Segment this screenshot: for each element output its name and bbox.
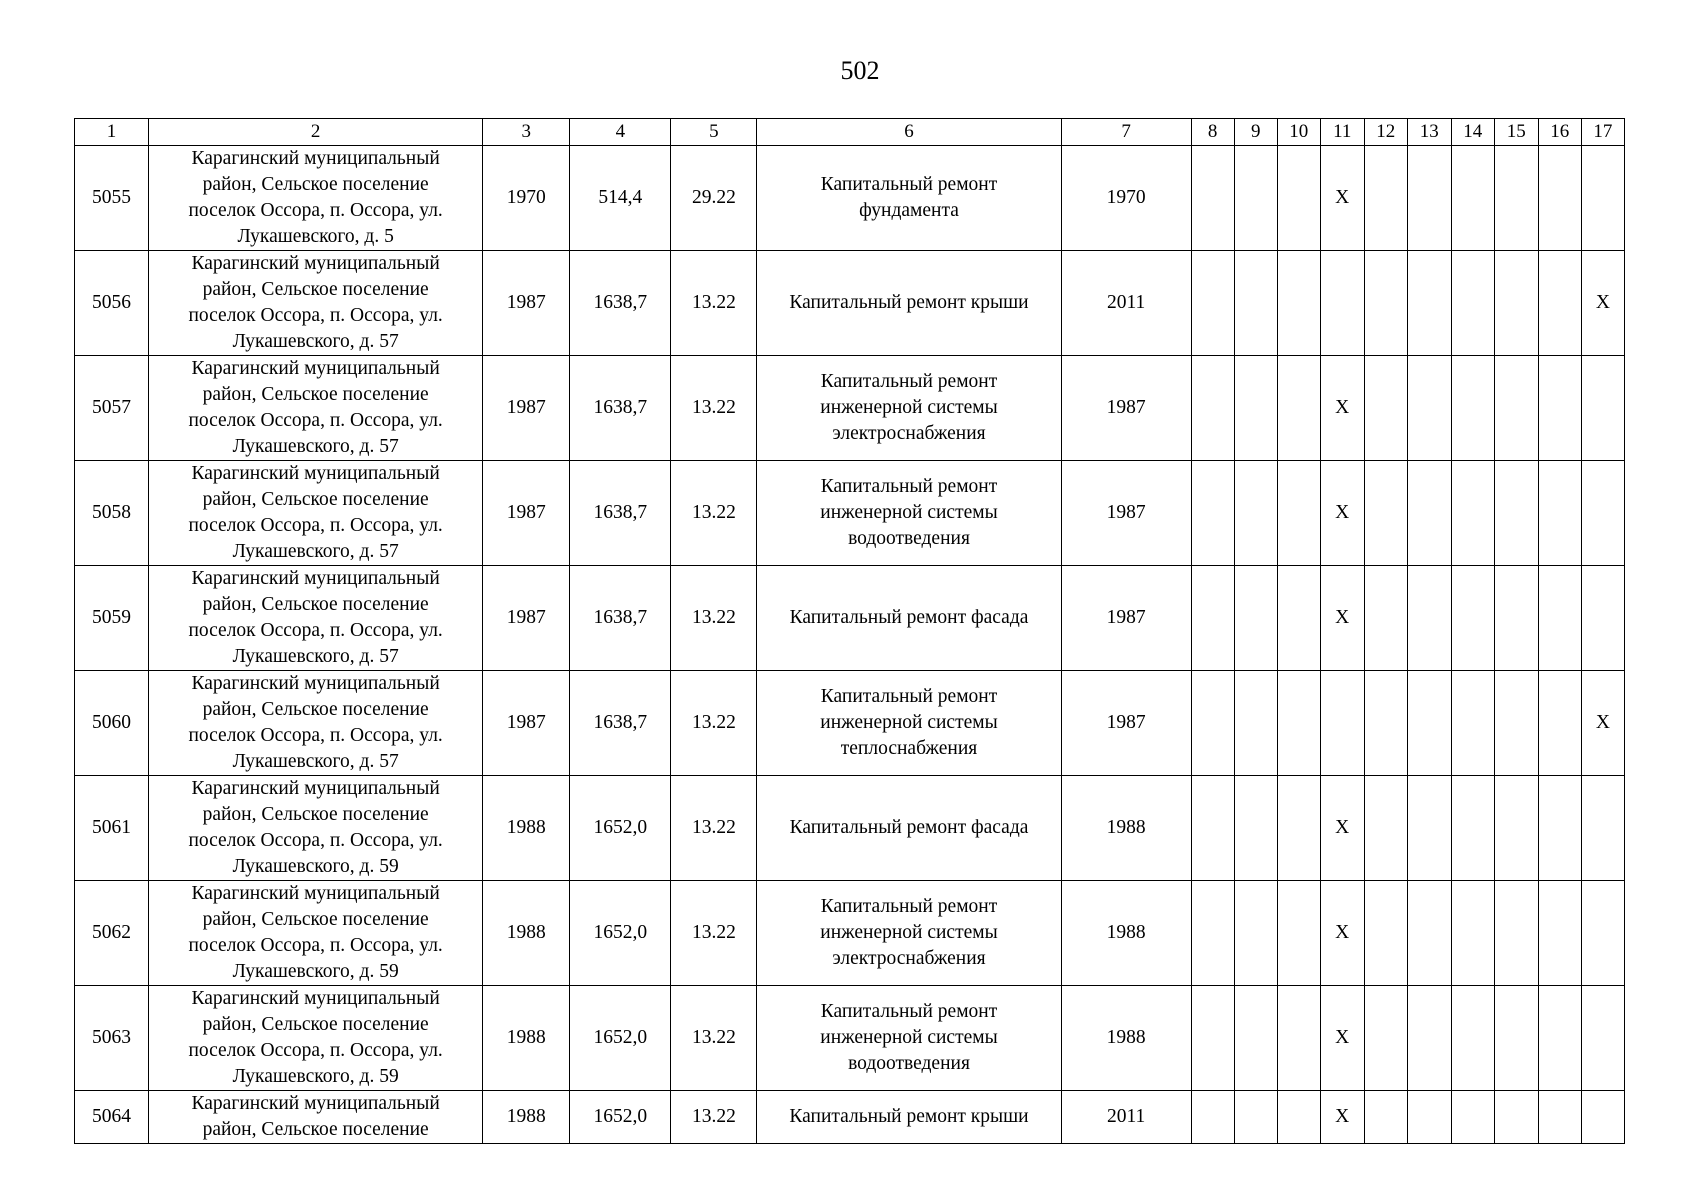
column-header: 13 <box>1407 119 1451 146</box>
address-line: Карагинский муниципальный <box>191 463 440 484</box>
address-cell <box>149 566 483 671</box>
period-cell-13 <box>1407 881 1451 986</box>
table-row <box>75 146 1625 251</box>
period-cell-9 <box>1234 356 1277 461</box>
address-line: поселок Оссора, п. Оссора, ул. <box>188 200 443 221</box>
period-cell-15 <box>1494 356 1538 461</box>
period-mark: X <box>1320 881 1364 986</box>
period-cell-8 <box>1191 251 1234 356</box>
code-cell: 13.22 <box>671 1091 757 1144</box>
column-header: 14 <box>1451 119 1494 146</box>
row-number-cell: 5061 <box>75 776 149 881</box>
column-header: 2 <box>149 119 483 146</box>
work-type-cell <box>757 986 1061 1091</box>
period-mark: X <box>1320 986 1364 1091</box>
area-cell: 1652,0 <box>570 986 671 1091</box>
period-cell-13 <box>1407 671 1451 776</box>
period-cell-9 <box>1234 776 1277 881</box>
year-repair-cell: 1988 <box>1061 986 1191 1091</box>
address-line: Карагинский муниципальный <box>191 778 440 799</box>
address-cell <box>149 776 483 881</box>
work-line: водоотведения <box>848 528 970 549</box>
period-cell-8 <box>1191 881 1234 986</box>
repair-registry-table <box>74 118 1625 1144</box>
table-row <box>75 776 1625 881</box>
address-cell <box>149 986 483 1091</box>
area-cell: 514,4 <box>570 146 671 251</box>
table-row <box>75 671 1625 776</box>
period-cell-10 <box>1277 776 1320 881</box>
period-mark: X <box>1581 251 1624 356</box>
year-repair-cell: 1970 <box>1061 146 1191 251</box>
period-cell-9 <box>1234 1091 1277 1144</box>
address-line: Карагинский муниципальный <box>191 568 440 589</box>
work-type-cell <box>757 566 1061 671</box>
period-cell-14 <box>1451 776 1494 881</box>
period-cell-13 <box>1407 251 1451 356</box>
period-cell-14 <box>1451 566 1494 671</box>
address-line: Карагинский муниципальный <box>191 673 440 694</box>
code-cell: 13.22 <box>671 566 757 671</box>
period-cell-16 <box>1538 356 1581 461</box>
period-cell-13 <box>1407 146 1451 251</box>
column-header: 12 <box>1364 119 1407 146</box>
address-line: поселок Оссора, п. Оссора, ул. <box>188 305 443 326</box>
period-cell-12 <box>1364 986 1407 1091</box>
area-cell: 1638,7 <box>570 251 671 356</box>
period-cell-10 <box>1277 986 1320 1091</box>
row-number-cell: 5056 <box>75 251 149 356</box>
period-cell-11 <box>1320 251 1364 356</box>
code-cell: 29.22 <box>671 146 757 251</box>
column-header: 8 <box>1191 119 1234 146</box>
address-line: Лукашевского, д. 5 <box>237 226 394 247</box>
row-number-cell: 5059 <box>75 566 149 671</box>
period-cell-15 <box>1494 1091 1538 1144</box>
period-cell-17 <box>1581 356 1624 461</box>
year-repair-cell: 2011 <box>1061 1091 1191 1144</box>
address-cell <box>149 356 483 461</box>
address-line: поселок Оссора, п. Оссора, ул. <box>188 935 443 956</box>
period-cell-16 <box>1538 146 1581 251</box>
address-line: Карагинский муниципальный <box>191 253 440 274</box>
code-cell: 13.22 <box>671 251 757 356</box>
period-cell-14 <box>1451 1091 1494 1144</box>
year-built-cell: 1988 <box>483 881 570 986</box>
address-line: район, Сельское поселение <box>202 1014 429 1035</box>
work-line: Капитальный ремонт <box>820 896 998 917</box>
work-line: Капитальный ремонт фасада <box>789 817 1029 838</box>
period-cell-10 <box>1277 671 1320 776</box>
address-cell <box>149 251 483 356</box>
period-cell-8 <box>1191 461 1234 566</box>
table-row <box>75 986 1625 1091</box>
address-line: район, Сельское поселение <box>202 909 429 930</box>
period-cell-15 <box>1494 776 1538 881</box>
year-built-cell: 1987 <box>483 251 570 356</box>
period-cell-10 <box>1277 881 1320 986</box>
period-cell-14 <box>1451 671 1494 776</box>
column-header: 6 <box>757 119 1061 146</box>
work-type-cell <box>757 1091 1061 1144</box>
period-cell-10 <box>1277 461 1320 566</box>
year-built-cell: 1987 <box>483 356 570 461</box>
address-line: Лукашевского, д. 57 <box>232 331 399 352</box>
code-cell: 13.22 <box>671 461 757 566</box>
work-type-cell <box>757 776 1061 881</box>
area-cell: 1638,7 <box>570 461 671 566</box>
row-number-cell: 5055 <box>75 146 149 251</box>
period-cell-14 <box>1451 881 1494 986</box>
address-line: Карагинский муниципальный <box>191 358 440 379</box>
period-cell-9 <box>1234 461 1277 566</box>
period-cell-12 <box>1364 356 1407 461</box>
period-cell-8 <box>1191 356 1234 461</box>
period-cell-14 <box>1451 251 1494 356</box>
column-header: 15 <box>1494 119 1538 146</box>
code-cell: 13.22 <box>671 986 757 1091</box>
period-mark: X <box>1320 356 1364 461</box>
period-cell-10 <box>1277 251 1320 356</box>
period-cell-12 <box>1364 251 1407 356</box>
code-cell: 13.22 <box>671 881 757 986</box>
period-cell-13 <box>1407 461 1451 566</box>
period-cell-14 <box>1451 146 1494 251</box>
period-cell-10 <box>1277 1091 1320 1144</box>
row-number-cell: 5057 <box>75 356 149 461</box>
period-cell-17 <box>1581 461 1624 566</box>
period-cell-14 <box>1451 986 1494 1091</box>
area-cell: 1652,0 <box>570 776 671 881</box>
work-line: Капитальный ремонт крыши <box>789 1106 1029 1127</box>
column-header: 9 <box>1234 119 1277 146</box>
period-cell-9 <box>1234 251 1277 356</box>
period-cell-9 <box>1234 671 1277 776</box>
period-cell-12 <box>1364 776 1407 881</box>
address-line: район, Сельское поселение <box>202 699 429 720</box>
row-number-cell: 5060 <box>75 671 149 776</box>
work-line: электроснабжения <box>832 423 986 444</box>
page-number: 502 <box>840 56 880 85</box>
period-cell-9 <box>1234 566 1277 671</box>
row-number-cell: 5063 <box>75 986 149 1091</box>
address-line: поселок Оссора, п. Оссора, ул. <box>188 725 443 746</box>
work-line: Капитальный ремонт <box>820 476 998 497</box>
address-line: Карагинский муниципальный <box>191 148 440 169</box>
period-cell-14 <box>1451 356 1494 461</box>
period-cell-17 <box>1581 881 1624 986</box>
table-row <box>75 881 1625 986</box>
work-line: теплоснабжения <box>840 738 978 759</box>
year-repair-cell: 1987 <box>1061 671 1191 776</box>
column-header: 7 <box>1061 119 1191 146</box>
work-line: инженерной системы <box>820 712 998 733</box>
work-line: электроснабжения <box>832 948 986 969</box>
year-repair-cell: 1987 <box>1061 566 1191 671</box>
table-row <box>75 461 1625 566</box>
year-repair-cell: 2011 <box>1061 251 1191 356</box>
work-line: Капитальный ремонт <box>820 1001 998 1022</box>
code-cell: 13.22 <box>671 671 757 776</box>
period-cell-8 <box>1191 566 1234 671</box>
period-cell-12 <box>1364 566 1407 671</box>
year-repair-cell: 1988 <box>1061 881 1191 986</box>
address-line: район, Сельское поселение <box>202 594 429 615</box>
address-line: район, Сельское поселение <box>202 489 429 510</box>
period-cell-9 <box>1234 881 1277 986</box>
work-line: фундамента <box>859 200 959 221</box>
address-line: Лукашевского, д. 57 <box>232 646 399 667</box>
period-cell-16 <box>1538 671 1581 776</box>
year-repair-cell: 1987 <box>1061 356 1191 461</box>
period-cell-17 <box>1581 146 1624 251</box>
column-header: 17 <box>1581 119 1624 146</box>
area-cell: 1652,0 <box>570 1091 671 1144</box>
address-line: район, Сельское поселение <box>202 174 429 195</box>
table-row <box>75 251 1625 356</box>
year-built-cell: 1988 <box>483 776 570 881</box>
address-line: поселок Оссора, п. Оссора, ул. <box>188 620 443 641</box>
period-cell-12 <box>1364 671 1407 776</box>
code-cell: 13.22 <box>671 776 757 881</box>
work-type-cell <box>757 461 1061 566</box>
period-cell-12 <box>1364 461 1407 566</box>
year-built-cell: 1987 <box>483 566 570 671</box>
code-cell: 13.22 <box>671 356 757 461</box>
address-line: Карагинский муниципальный <box>191 988 440 1009</box>
column-header: 1 <box>75 119 149 146</box>
work-line: Капитальный ремонт <box>820 686 998 707</box>
period-cell-8 <box>1191 776 1234 881</box>
column-header: 10 <box>1277 119 1320 146</box>
period-cell-10 <box>1277 356 1320 461</box>
address-line: Лукашевского, д. 57 <box>232 541 399 562</box>
address-cell <box>149 146 483 251</box>
work-line: инженерной системы <box>820 397 998 418</box>
address-line: поселок Оссора, п. Оссора, ул. <box>188 515 443 536</box>
period-cell-10 <box>1277 566 1320 671</box>
area-cell: 1638,7 <box>570 671 671 776</box>
year-built-cell: 1988 <box>483 1091 570 1144</box>
period-cell-16 <box>1538 461 1581 566</box>
work-type-cell <box>757 671 1061 776</box>
period-cell-17 <box>1581 566 1624 671</box>
work-line: инженерной системы <box>820 922 998 943</box>
period-cell-17 <box>1581 776 1624 881</box>
period-cell-8 <box>1191 671 1234 776</box>
area-cell: 1638,7 <box>570 566 671 671</box>
address-line: Карагинский муниципальный <box>191 1093 440 1114</box>
address-cell <box>149 461 483 566</box>
period-mark: X <box>1320 146 1364 251</box>
period-cell-15 <box>1494 251 1538 356</box>
period-cell-16 <box>1538 881 1581 986</box>
period-mark: X <box>1581 671 1624 776</box>
period-cell-15 <box>1494 881 1538 986</box>
period-cell-13 <box>1407 1091 1451 1144</box>
year-built-cell: 1987 <box>483 461 570 566</box>
address-cell <box>149 671 483 776</box>
address-line: Лукашевского, д. 59 <box>232 1066 399 1087</box>
period-cell-14 <box>1451 461 1494 566</box>
period-cell-16 <box>1538 1091 1581 1144</box>
column-number-row <box>75 119 1625 146</box>
row-number-cell: 5064 <box>75 1091 149 1144</box>
address-line: район, Сельское поселение <box>202 1119 429 1140</box>
period-cell-13 <box>1407 776 1451 881</box>
period-cell-16 <box>1538 566 1581 671</box>
period-cell-15 <box>1494 146 1538 251</box>
row-number-cell: 5058 <box>75 461 149 566</box>
address-line: Лукашевского, д. 57 <box>232 751 399 772</box>
table-row <box>75 1091 1625 1144</box>
address-line: поселок Оссора, п. Оссора, ул. <box>188 1040 443 1061</box>
work-line: Капитальный ремонт крыши <box>789 292 1029 313</box>
period-cell-17 <box>1581 986 1624 1091</box>
period-cell-16 <box>1538 776 1581 881</box>
year-repair-cell: 1988 <box>1061 776 1191 881</box>
address-line: Карагинский муниципальный <box>191 883 440 904</box>
column-header: 5 <box>671 119 757 146</box>
column-header: 3 <box>483 119 570 146</box>
work-line: водоотведения <box>848 1053 970 1074</box>
period-cell-8 <box>1191 1091 1234 1144</box>
table-row <box>75 356 1625 461</box>
work-type-cell <box>757 356 1061 461</box>
work-line: инженерной системы <box>820 502 998 523</box>
period-cell-11 <box>1320 671 1364 776</box>
column-header: 11 <box>1320 119 1364 146</box>
period-cell-17 <box>1581 1091 1624 1144</box>
period-mark: X <box>1320 461 1364 566</box>
period-cell-15 <box>1494 461 1538 566</box>
work-line: Капитальный ремонт фасада <box>789 607 1029 628</box>
period-cell-15 <box>1494 671 1538 776</box>
period-cell-9 <box>1234 146 1277 251</box>
period-cell-13 <box>1407 356 1451 461</box>
period-cell-8 <box>1191 986 1234 1091</box>
column-header: 16 <box>1538 119 1581 146</box>
address-cell <box>149 881 483 986</box>
period-cell-10 <box>1277 146 1320 251</box>
year-built-cell: 1988 <box>483 986 570 1091</box>
column-header: 4 <box>570 119 671 146</box>
period-cell-15 <box>1494 986 1538 1091</box>
year-repair-cell: 1987 <box>1061 461 1191 566</box>
address-line: поселок Оссора, п. Оссора, ул. <box>188 830 443 851</box>
period-cell-9 <box>1234 986 1277 1091</box>
table-body <box>75 146 1625 1144</box>
work-type-cell <box>757 881 1061 986</box>
address-line: Лукашевского, д. 59 <box>232 856 399 877</box>
address-cell <box>149 1091 483 1144</box>
address-line: район, Сельское поселение <box>202 384 429 405</box>
period-cell-12 <box>1364 881 1407 986</box>
period-mark: X <box>1320 1091 1364 1144</box>
period-mark: X <box>1320 566 1364 671</box>
period-cell-12 <box>1364 1091 1407 1144</box>
year-built-cell: 1987 <box>483 671 570 776</box>
period-cell-8 <box>1191 146 1234 251</box>
work-type-cell <box>757 251 1061 356</box>
table-row <box>75 566 1625 671</box>
address-line: Лукашевского, д. 59 <box>232 961 399 982</box>
period-cell-16 <box>1538 986 1581 1091</box>
work-line: Капитальный ремонт <box>820 371 998 392</box>
area-cell: 1638,7 <box>570 356 671 461</box>
year-built-cell: 1970 <box>483 146 570 251</box>
period-cell-12 <box>1364 146 1407 251</box>
period-cell-13 <box>1407 566 1451 671</box>
period-cell-16 <box>1538 251 1581 356</box>
period-cell-13 <box>1407 986 1451 1091</box>
work-line: Капитальный ремонт <box>820 174 998 195</box>
address-line: район, Сельское поселение <box>202 804 429 825</box>
row-number-cell: 5062 <box>75 881 149 986</box>
address-line: Лукашевского, д. 57 <box>232 436 399 457</box>
work-type-cell <box>757 146 1061 251</box>
address-line: поселок Оссора, п. Оссора, ул. <box>188 410 443 431</box>
area-cell: 1652,0 <box>570 881 671 986</box>
work-line: инженерной системы <box>820 1027 998 1048</box>
period-cell-15 <box>1494 566 1538 671</box>
period-mark: X <box>1320 776 1364 881</box>
address-line: район, Сельское поселение <box>202 279 429 300</box>
